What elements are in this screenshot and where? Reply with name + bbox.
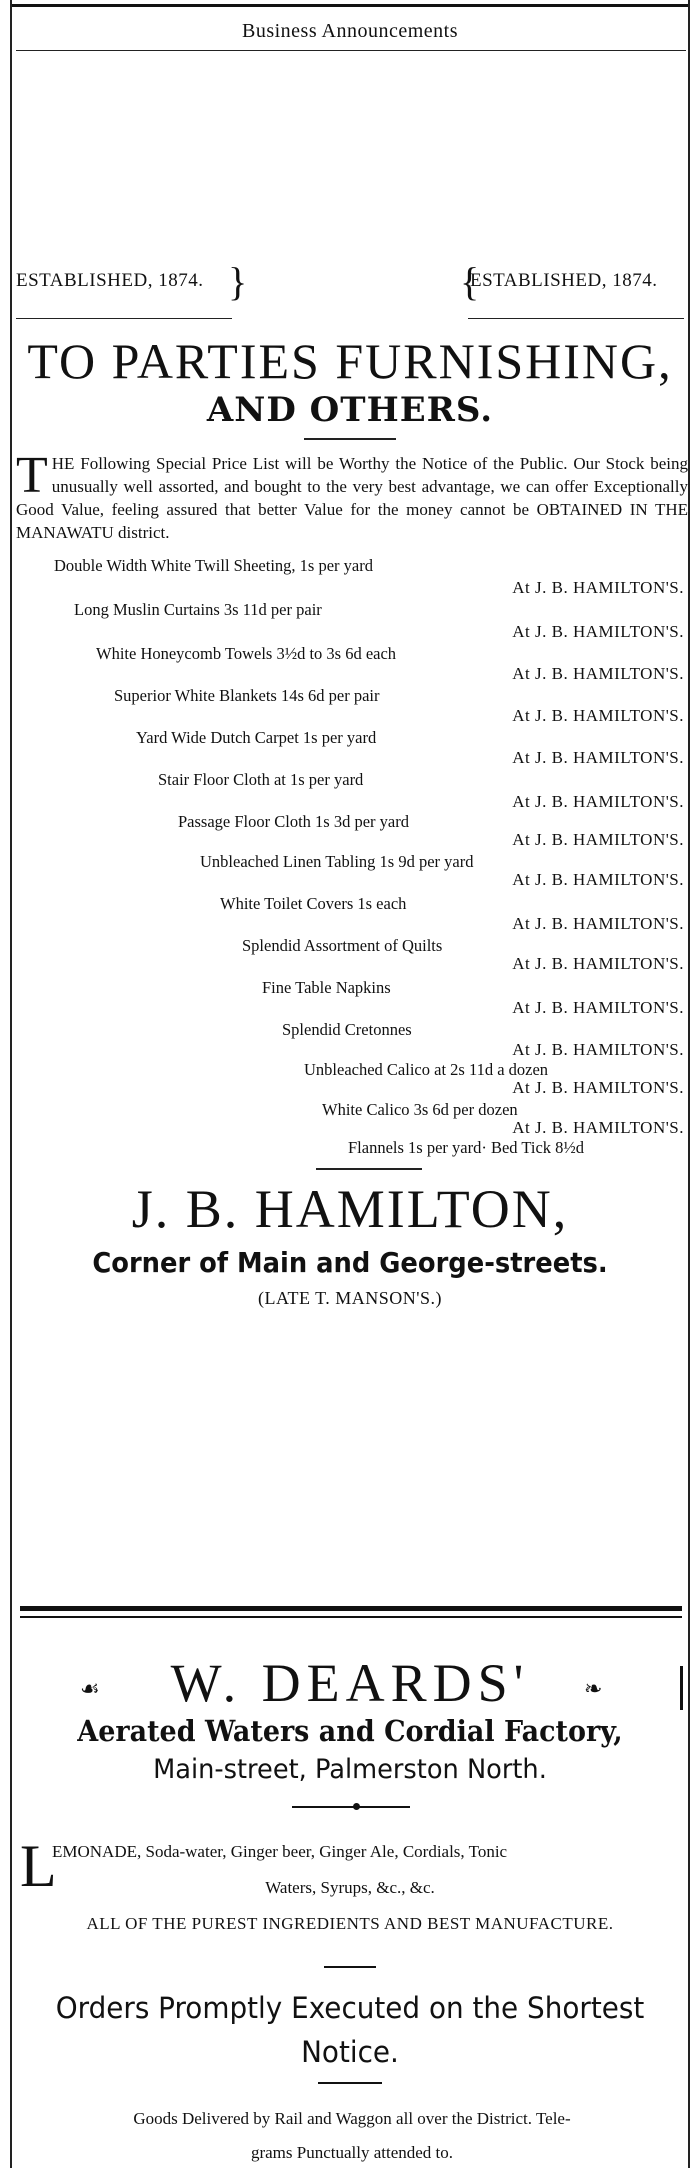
- seller-credit: At J. B. HAMILTON'S.: [512, 998, 684, 1017]
- quality-statement: ALL OF THE PUREST INGREDIENTS AND BEST MANUFACTURE.: [86, 1914, 614, 1933]
- products-line-2: Waters, Syrups, &c., &c.: [265, 1878, 435, 1897]
- price-list-item: Long Muslin Curtains 3s 11d per pair: [74, 600, 322, 619]
- headline: TO PARTIES FURNISHING,: [27, 333, 673, 389]
- established-rule-right: [468, 318, 684, 319]
- seller-credit: At J. B. HAMILTON'S.: [512, 622, 684, 641]
- seller-credit: At J. B. HAMILTON'S.: [512, 1118, 684, 1137]
- price-list-item: Superior White Blankets 14s 6d per pair: [114, 686, 380, 705]
- header-rule: [16, 50, 686, 51]
- price-list-item: Double Width White Twill Sheeting, 1s per yard: [54, 556, 373, 575]
- price-list-item: Splendid Cretonnes: [282, 1020, 412, 1039]
- intro-paragraph: [16, 447, 688, 544]
- left-column-rule: [10, 0, 12, 2168]
- price-list-item: Fine Table Napkins: [262, 978, 391, 997]
- seller-credit: At J. B. HAMILTON'S.: [512, 578, 684, 597]
- brace-left: }: [228, 259, 248, 304]
- delivery-line-1: Goods Delivered by Rail and Waggon all over the District. Tele-: [133, 2109, 571, 2128]
- products-line-1: EMONADE, Soda-water, Ginger beer, Ginger Ale, Cordials, Tonic: [52, 1842, 508, 1861]
- price-list-item: Flannels 1s per yard· Bed Tick 8½d: [348, 1138, 585, 1157]
- orders-line-1: Orders Promptly Executed on the Shortest: [55, 1991, 645, 2025]
- seller-credit: At J. B. HAMILTON'S.: [512, 792, 684, 811]
- merchant-address: Corner of Main and George-streets.: [92, 1246, 608, 1279]
- intro-text: HE Following Special Price List will be Worthy the Notice of the Public. Our Stock being unusually well assorted, and bought to the very best advantage, we can offer Exceptionally Good Value, feeling assured that better Value for the money cannot be OBTAINED IN THE MANAWATU district.: [16, 454, 688, 542]
- factory-location: Main-street, Palmerston North.: [153, 1754, 547, 1785]
- list-end-rule: [316, 1168, 422, 1170]
- section-rule-2: [318, 2082, 382, 2084]
- price-list-item: Stair Floor Cloth at 1s per yard: [158, 770, 364, 789]
- established-rule-left: [16, 318, 232, 319]
- factory-name: W. DEARDS': [170, 1653, 530, 1713]
- edge-mark: [680, 1666, 683, 1710]
- seller-credit: At J. B. HAMILTON'S.: [512, 748, 684, 767]
- price-list-item: Yard Wide Dutch Carpet 1s per yard: [136, 728, 377, 747]
- brace-right: {: [460, 259, 480, 304]
- established-right: ESTABLISHED, 1874.: [470, 270, 658, 291]
- seller-credit: At J. B. HAMILTON'S.: [512, 664, 684, 683]
- right-column-rule: [688, 0, 690, 2168]
- ad-separator-thin: [20, 1616, 682, 1618]
- price-list-item: White Calico 3s 6d per dozen: [322, 1100, 518, 1119]
- top-rule: [12, 4, 688, 7]
- ad-separator-thick: [20, 1606, 682, 1611]
- page-header: Business Announcements: [242, 20, 458, 42]
- price-list-item: Passage Floor Cloth 1s 3d per yard: [178, 812, 409, 831]
- subheadline: AND OTHERS.: [206, 390, 494, 430]
- merchant-former: (LATE T. MANSON'S.): [257, 1288, 443, 1308]
- section-rule-1: [324, 1966, 376, 1968]
- ornament-left-icon: ☙: [80, 1676, 100, 1701]
- seller-credit: At J. B. HAMILTON'S.: [512, 830, 684, 849]
- delivery-line-2: grams Punctually attended to.: [250, 2143, 454, 2162]
- established-left: ESTABLISHED, 1874.: [16, 270, 204, 291]
- seller-credit: At J. B. HAMILTON'S.: [512, 1040, 684, 1059]
- orders-notice: [14, 1986, 686, 2074]
- title-rule: [304, 438, 396, 440]
- seller-credit: At J. B. HAMILTON'S.: [512, 954, 684, 973]
- price-list-item: Unbleached Linen Tabling 1s 9d per yard: [200, 852, 474, 871]
- seller-credit: At J. B. HAMILTON'S.: [512, 914, 684, 933]
- ornamental-rule: [292, 1806, 410, 1808]
- price-list-item: White Toilet Covers 1s each: [220, 894, 407, 913]
- price-list-item: White Honeycomb Towels 3½d to 3s 6d each: [96, 644, 397, 663]
- factory-business: Aerated Waters and Cordial Factory,: [77, 1714, 623, 1748]
- ornament-right-icon: ❧: [584, 1676, 603, 1701]
- seller-credit: At J. B. HAMILTON'S.: [512, 1078, 684, 1097]
- lemonade-drop-cap: L: [20, 1833, 57, 1899]
- merchant-name: J. B. HAMILTON,: [131, 1179, 569, 1239]
- delivery-notice: [40, 2102, 664, 2170]
- orders-line-2: Notice.: [301, 2035, 399, 2069]
- intro-drop-cap: T: [16, 447, 48, 504]
- ornamental-rule-dot: [353, 1803, 360, 1810]
- price-list-item: Unbleached Calico at 2s 11d a dozen: [304, 1060, 549, 1079]
- price-list-item: Splendid Assortment of Quilts: [242, 936, 443, 955]
- seller-credit: At J. B. HAMILTON'S.: [512, 706, 684, 725]
- seller-credit: At J. B. HAMILTON'S.: [512, 870, 684, 889]
